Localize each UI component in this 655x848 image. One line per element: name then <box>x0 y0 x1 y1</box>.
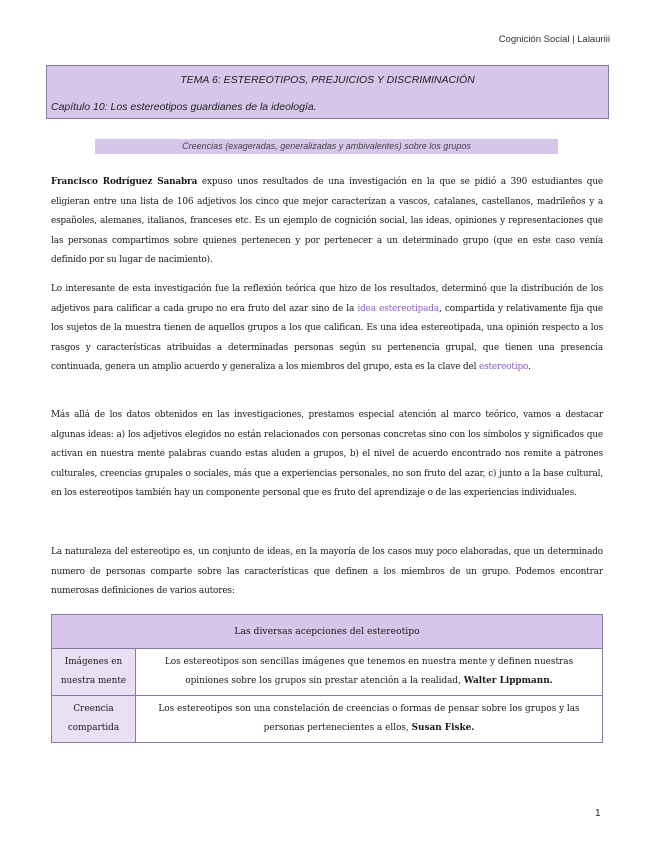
table-definition <box>136 696 603 743</box>
topic-title: TEMA 6: ESTEREOTIPOS, PREJUICIOS Y DISCRIMINACIÓN <box>180 74 475 86</box>
page-number: 1 <box>595 808 601 819</box>
table-header: Las diversas acepciones del estereotipo <box>52 615 603 649</box>
paragraph-text: expuso unos resultados de una investigación en la que se pidió a 390 estudiantes que eligieran entre una lista de 106 adjetivos los cinco que mejor caracterizan a vascos, catalanes, castellanos, madrileños y a españoles, alemanes, italianos, franceses etc. Es un ejemplo de cognición social, las ideas, opiniones y representaciones que las personas compartimos sobre quienes pertenecen y por pertenecer a un determinado grupo (que en este caso venía definido por su lugar de nacimiento). <box>51 177 603 265</box>
page-header: Cognición Social | Lalauriii <box>498 34 610 45</box>
paragraph-2 <box>51 280 603 378</box>
definition-author: Susan Fiske. <box>411 723 475 733</box>
paragraph-text: . <box>528 362 531 372</box>
paragraph-1 <box>51 173 603 271</box>
paragraph-4: La naturaleza del estereotipo es, un conjunto de ideas, en la mayoría de los casos muy poco elaboradas, que un determinado numero de personas comparte sobre las características que definen a los miembros de un grupo. Podemos encontrar numerosas definiciones de varios autores: <box>51 547 603 596</box>
paragraph-text: , compartida y relativamente fija que los sujetos de la muestra tienen de aquellos grupos a los que califican. Es una idea estereotipada, una opinión respecto a los rasgos y características atribuidas a determinadas personas según su pertenencia grupal, que tienen una presencia continuada, genera un amplio acuerdo y generaliza a los miembros del grupo, esta es la clave del <box>51 303 603 372</box>
link-idea-estereotipada[interactable]: idea estereotipada <box>357 303 439 314</box>
definition-text: Los estereotipos son sencillas imágenes que tenemos en nuestra mente y definen nuestras opiniones sobre los grupos sin prestar atención a la realidad, <box>164 657 574 686</box>
table-row <box>52 649 603 696</box>
chapter-title: Capítulo 10: Los estereotipos guardianes de la ideología. <box>51 101 317 113</box>
section-subtitle: Creencias (exageradas, generalizadas y ambivalentes) sobre los grupos <box>95 139 558 154</box>
table-term: Imágenes en nuestra mente <box>52 649 136 696</box>
table-term: Creencia compartida <box>52 696 136 743</box>
definition-author: Walter Lippmann. <box>463 676 553 686</box>
paragraph-text: Lo interesante de esta investigación fue la reflexión teórica que hizo de los resultados, determinó que la distribución de los adjetivos para calificar a cada grupo no era fruto del azar sino de la <box>51 284 603 314</box>
author-name: Francisco Rodríguez Sanabra <box>51 177 198 187</box>
link-estereotipo[interactable]: estereotipo <box>479 362 529 372</box>
table-row <box>52 696 603 743</box>
definition-text: Los estereotipos son una constelación de creencias o formas de pensar sobre los grupos y las personas pertenecientes a ellos, <box>158 704 580 733</box>
topic-title-box <box>46 65 609 119</box>
paragraph-3: Más allá de los datos obtenidos en las investigaciones, prestamos especial atención al marco teórico, vamos a destacar algunas ideas: a) los adjetivos elegidos no están relacionados con personas concretas sino con los símbolos y significados que activan en nuestra mente palabras cuando estas aluden a grupos, b) el nivel de acuerdo encontrado nos remite a patrones culturales, creencias grupales o sociales, más que a experiencias personales, no son fruto del azar, c) junto a la base cultural, en los estereotipos también hay un componente personal que es fruto del aprendizaje o de las experiencias individuales. <box>51 410 603 498</box>
definitions-table <box>51 614 603 743</box>
table-definition <box>136 649 603 696</box>
